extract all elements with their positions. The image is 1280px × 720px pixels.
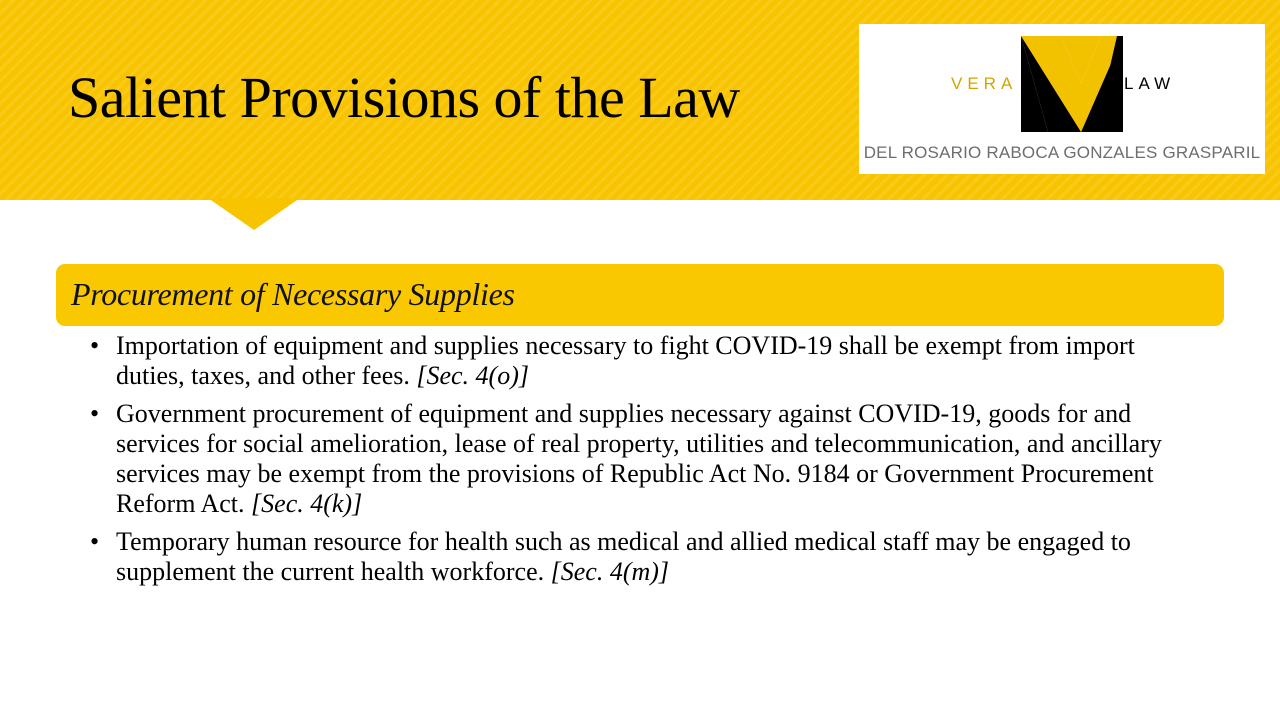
bullet-item <box>88 331 1208 391</box>
bullet-text: Importation of equipment and supplies necessary to fight COVID-19 shall be exempt from import duties, taxes, and other fees. <box>116 331 1135 390</box>
logo-law-text: LAW <box>1124 74 1176 93</box>
bullet-citation: [Sec. 4(o)] <box>416 361 529 390</box>
bullet-text: Temporary human resource for health such as medical and allied medical staff may be engaged to supplement the current health workforce. <box>116 527 1131 586</box>
firm-logo <box>859 24 1265 174</box>
section-heading-bar <box>56 264 1224 326</box>
bullet-dot: • <box>90 527 100 556</box>
bullet-item <box>88 399 1208 519</box>
bullet-citation: [Sec. 4(m)] <box>550 557 670 586</box>
slide-title: Salient Provisions of the Law <box>68 65 740 130</box>
logo-vera-text: VERA <box>951 74 1018 93</box>
bullet-text: Government procurement of equipment and supplies necessary against COVID-19, goods for and services for social amelioration, lease of real property, utilities and telecommunication, and ancillary services may be exempt from the provisions of Republic Act No. 9184 or Government Procurement Reform Act. <box>116 399 1162 518</box>
bullet-list <box>88 331 1208 595</box>
bullet-item <box>88 527 1208 587</box>
bullet-citation: [Sec. 4(k)] <box>251 489 363 518</box>
section-heading: Procurement of Necessary Supplies <box>71 276 515 312</box>
header-notch <box>208 198 300 230</box>
bullet-dot: • <box>90 331 100 360</box>
bullet-dot: • <box>90 399 100 428</box>
logo-firm-name: DEL ROSARIO RABOCA GONZALES GRASPARIL <box>863 143 1261 162</box>
